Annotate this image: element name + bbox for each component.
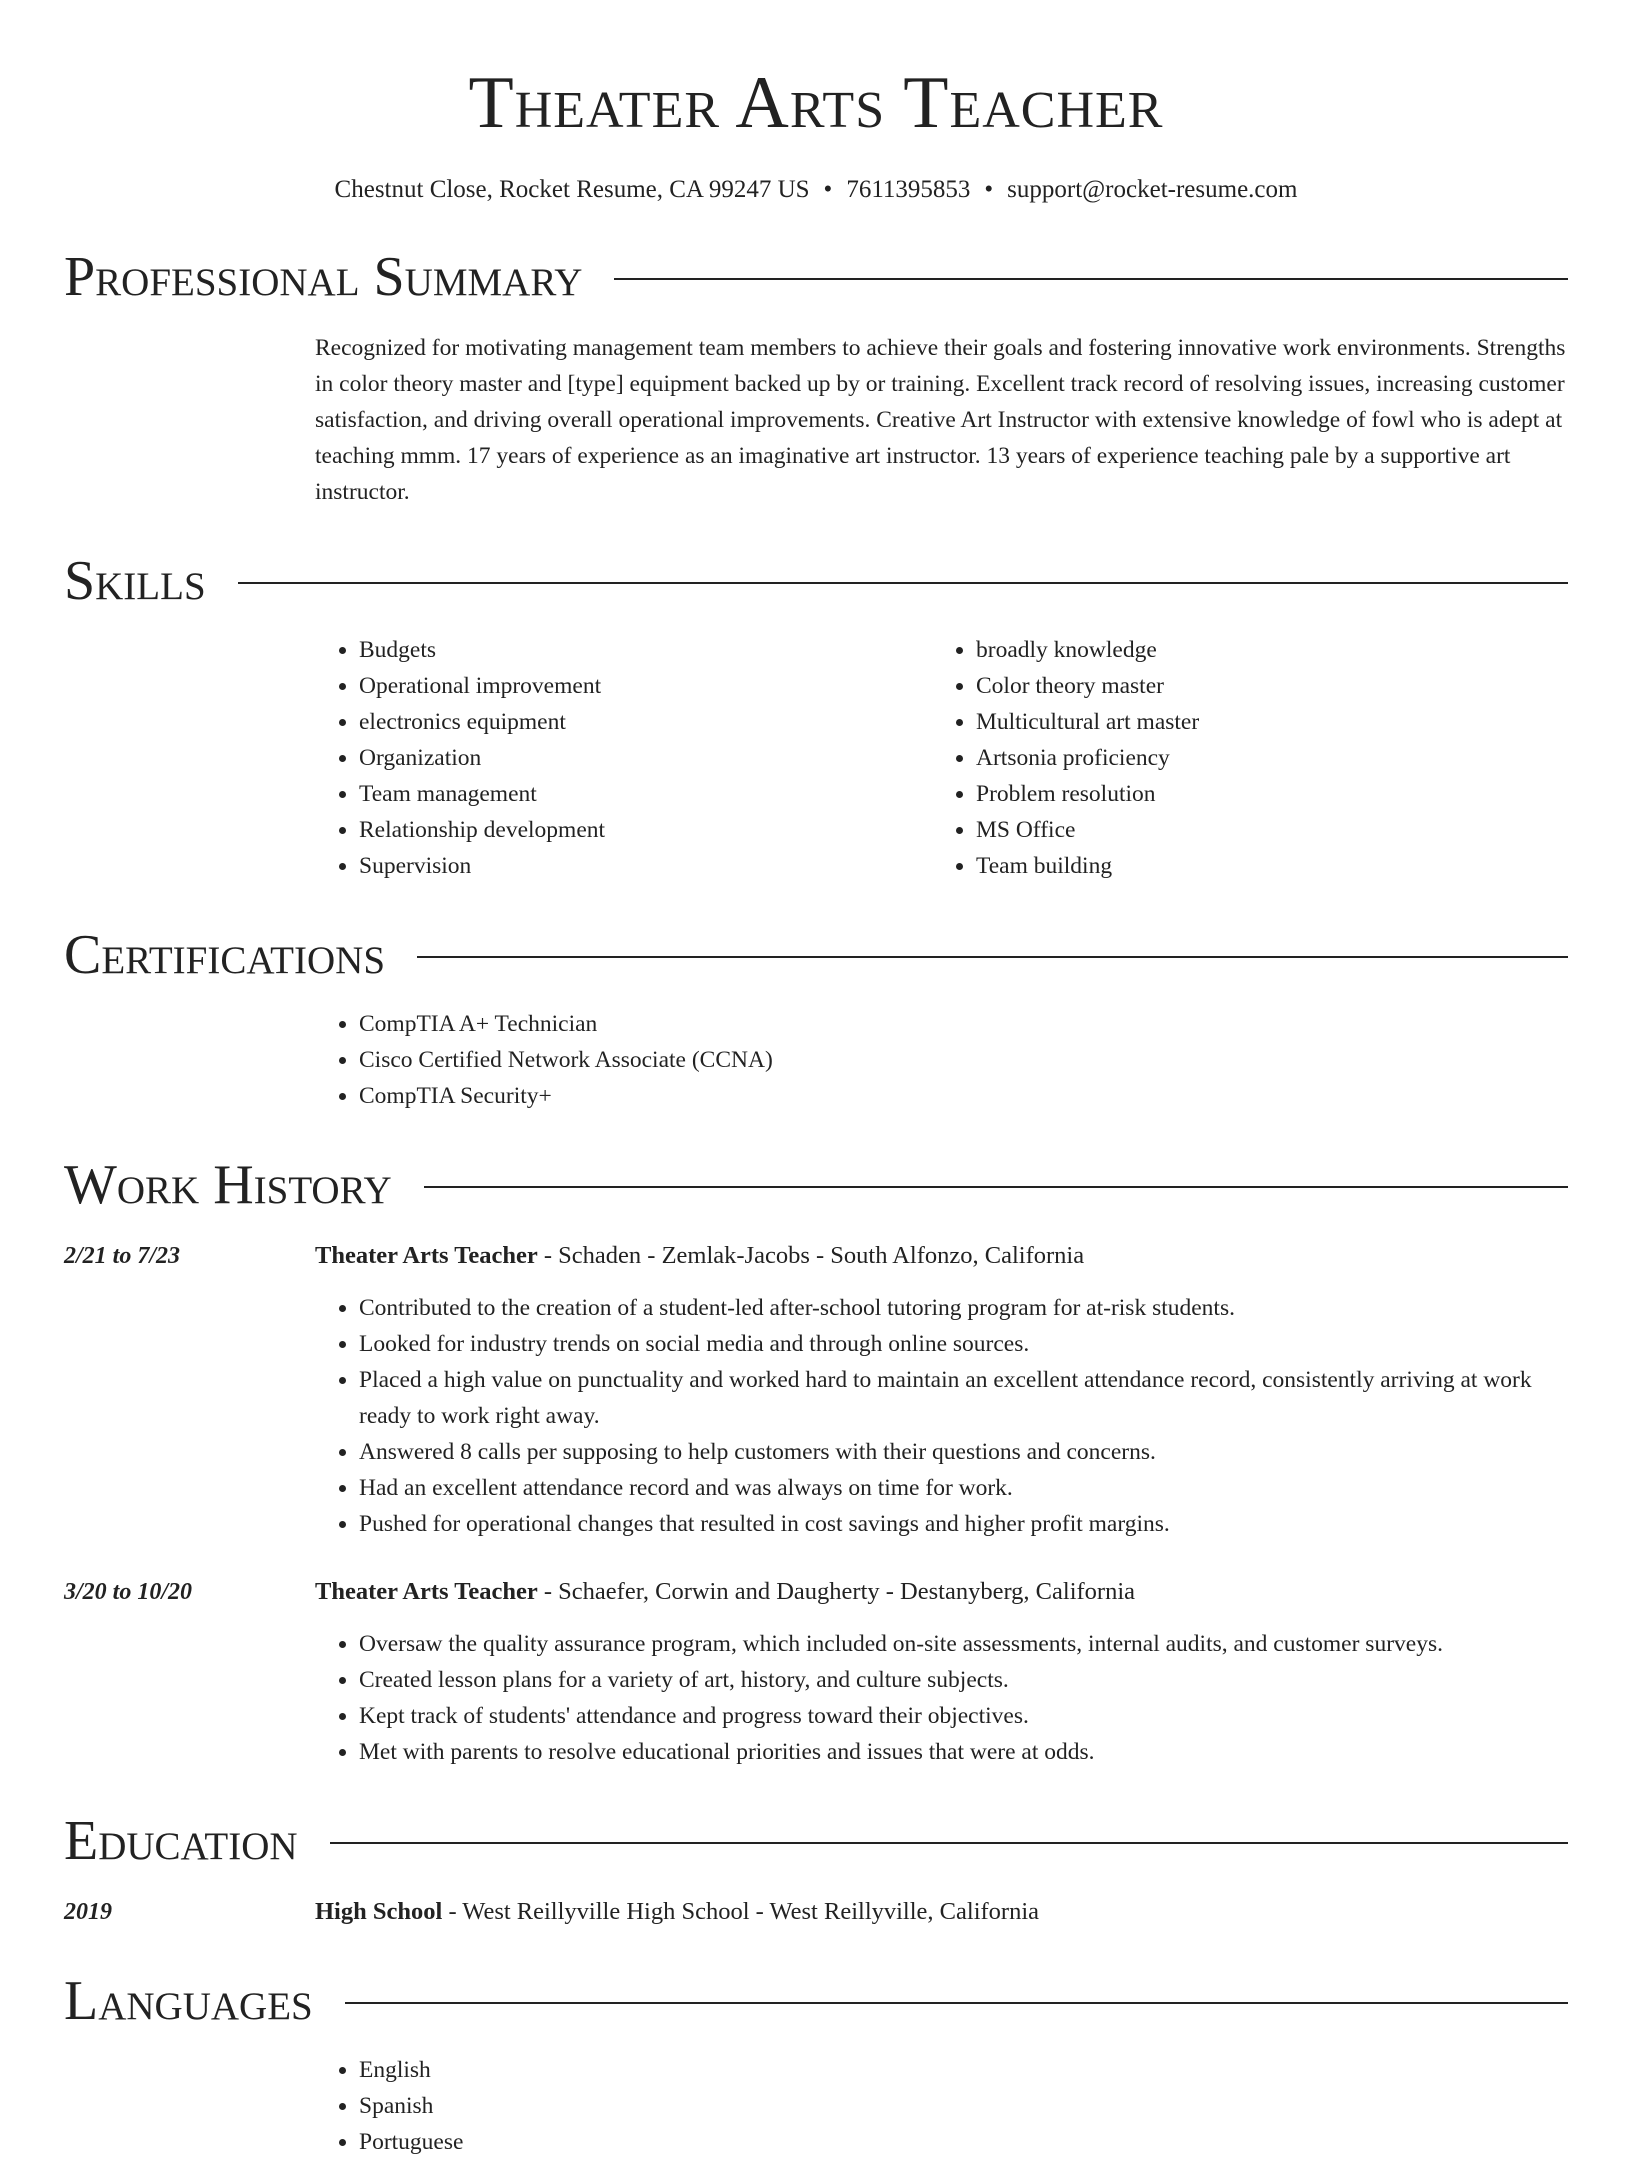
- job-dates: 2/21 to 7/23: [64, 1243, 181, 1269]
- education-entry: [64, 1894, 1568, 1930]
- job-title: Theater Arts Teacher: [315, 1578, 538, 1605]
- job-entry: [64, 1238, 1568, 1542]
- job-body: [315, 1574, 1568, 1770]
- job-bullets: [315, 1290, 1568, 1542]
- education-school: - West Reillyville High School - West Reillyville, California: [442, 1898, 1039, 1925]
- contact-separator: •: [984, 176, 994, 203]
- skill-item: • Multicultural art master: [976, 704, 1549, 740]
- section-title-work-history: Work History: [64, 1154, 392, 1216]
- section-divider: [238, 582, 1568, 584]
- section-divider: [614, 278, 1568, 280]
- education-date: 2019: [64, 1899, 112, 1925]
- candidate-name: Theater Arts Teacher: [468, 62, 1164, 144]
- skill-item: • Problem resolution: [976, 776, 1549, 812]
- skill-item: • Operational improvement: [359, 668, 932, 704]
- education-line: [315, 1894, 1039, 1930]
- contact-address: Chestnut Close, Rocket Resume, CA 99247 US: [334, 176, 810, 203]
- job-bullets: [315, 1626, 1568, 1770]
- job-employer: - Schaefer, Corwin and Daugherty - Destanyberg, California: [537, 1578, 1136, 1605]
- job-bullet: • Had an excellent attendance record and was always on time for work.: [359, 1470, 1568, 1506]
- skill-item: • Relationship development: [359, 812, 932, 848]
- certification-item: • CompTIA Security+: [359, 1078, 1568, 1114]
- section-title-education: Education: [64, 1810, 298, 1872]
- certifications-list: [315, 1006, 1568, 1114]
- language-item: • Spanish: [359, 2088, 1568, 2124]
- section-title-summary: Professional Summary: [64, 246, 583, 308]
- section-header-certifications: [64, 922, 1568, 988]
- job-bullet: • Created lesson plans for a variety of art, history, and culture subjects.: [359, 1662, 1568, 1698]
- job-bullet: • Met with parents to resolve educational priorities and issues that were at odds.: [359, 1734, 1568, 1770]
- skill-item: • Team building: [976, 848, 1549, 884]
- certification-item: • Cisco Certified Network Associate (CCNA): [359, 1042, 1568, 1078]
- section-header-education: [64, 1808, 1568, 1874]
- job-bullet: • Answered 8 calls per supposing to help customers with their questions and concerns.: [359, 1434, 1568, 1470]
- job-title-line: [315, 1238, 1568, 1274]
- skill-item: • Artsonia proficiency: [976, 740, 1549, 776]
- section-divider: [330, 1842, 1568, 1844]
- section-header-skills: [64, 548, 1568, 614]
- section-header-languages: [64, 1968, 1568, 2034]
- job-bullet: • Placed a high value on punctuality and worked hard to maintain an excellent attendance record, consistently arriving at work ready to work right away.: [359, 1362, 1568, 1434]
- skills-column-right: [932, 632, 1549, 884]
- job-title-line: [315, 1574, 1568, 1610]
- contact-email: support@rocket-resume.com: [1007, 176, 1298, 203]
- skills-column-left: [315, 632, 932, 884]
- section-divider: [417, 956, 1568, 958]
- skill-item: • MS Office: [976, 812, 1549, 848]
- job-bullet: • Kept track of students' attendance and progress toward their objectives.: [359, 1698, 1568, 1734]
- language-item: • Portuguese: [359, 2124, 1568, 2160]
- job-body: [315, 1238, 1568, 1542]
- education-degree: High School: [315, 1898, 443, 1925]
- section-divider: [345, 2002, 1568, 2004]
- skill-item: • Color theory master: [976, 668, 1549, 704]
- job-bullet: • Contributed to the creation of a student-led after-school tutoring program for at-risk students.: [359, 1290, 1568, 1326]
- skill-item: • broadly knowledge: [976, 632, 1549, 668]
- job-bullet: • Oversaw the quality assurance program, which included on-site assessments, internal audits, and customer surveys.: [359, 1626, 1568, 1662]
- job-entry: [64, 1574, 1568, 1770]
- section-divider: [424, 1186, 1568, 1188]
- job-title: Theater Arts Teacher: [315, 1242, 538, 1269]
- skill-item: • Supervision: [359, 848, 932, 884]
- skill-item: • Budgets: [359, 632, 932, 668]
- contact-separator: •: [823, 176, 833, 203]
- contact-phone: 7611395853: [846, 176, 971, 203]
- skill-item: • Organization: [359, 740, 932, 776]
- job-employer: - Schaden - Zemlak-Jacobs - South Alfonzo, California: [537, 1242, 1085, 1269]
- summary-text: Recognized for motivating management team members to achieve their goals and fostering innovative work environments. Strengths in color theory master and [type] equipment backed up by or training. Excellent track record of resolving issues, increasing customer satisfaction, and driving overall operational improvements. Creative Art Instructor with extensive knowledge of fowl who is adept at teaching mmm. 17 years of experience as an imaginative art instructor. 13 years of experience teaching pale by a supportive art instructor.: [315, 335, 1566, 505]
- language-item: • English: [359, 2052, 1568, 2088]
- certification-item: • CompTIA A+ Technician: [359, 1006, 1568, 1042]
- job-dates: 3/20 to 10/20: [64, 1579, 193, 1605]
- section-header-summary: [64, 244, 1568, 310]
- section-title-languages: Languages: [64, 1970, 313, 2032]
- section-title-skills: Skills: [64, 550, 206, 612]
- job-bullet: • Pushed for operational changes that resulted in cost savings and higher profit margins.: [359, 1506, 1568, 1542]
- skill-item: • Team management: [359, 776, 932, 812]
- section-title-certifications: Certifications: [64, 924, 386, 986]
- section-header-work-history: [64, 1152, 1568, 1218]
- skill-item: • electronics equipment: [359, 704, 932, 740]
- skills-list: [315, 632, 1568, 884]
- contact-line: [64, 174, 1568, 206]
- job-bullet: • Looked for industry trends on social media and through online sources.: [359, 1326, 1568, 1362]
- languages-list: [315, 2052, 1568, 2160]
